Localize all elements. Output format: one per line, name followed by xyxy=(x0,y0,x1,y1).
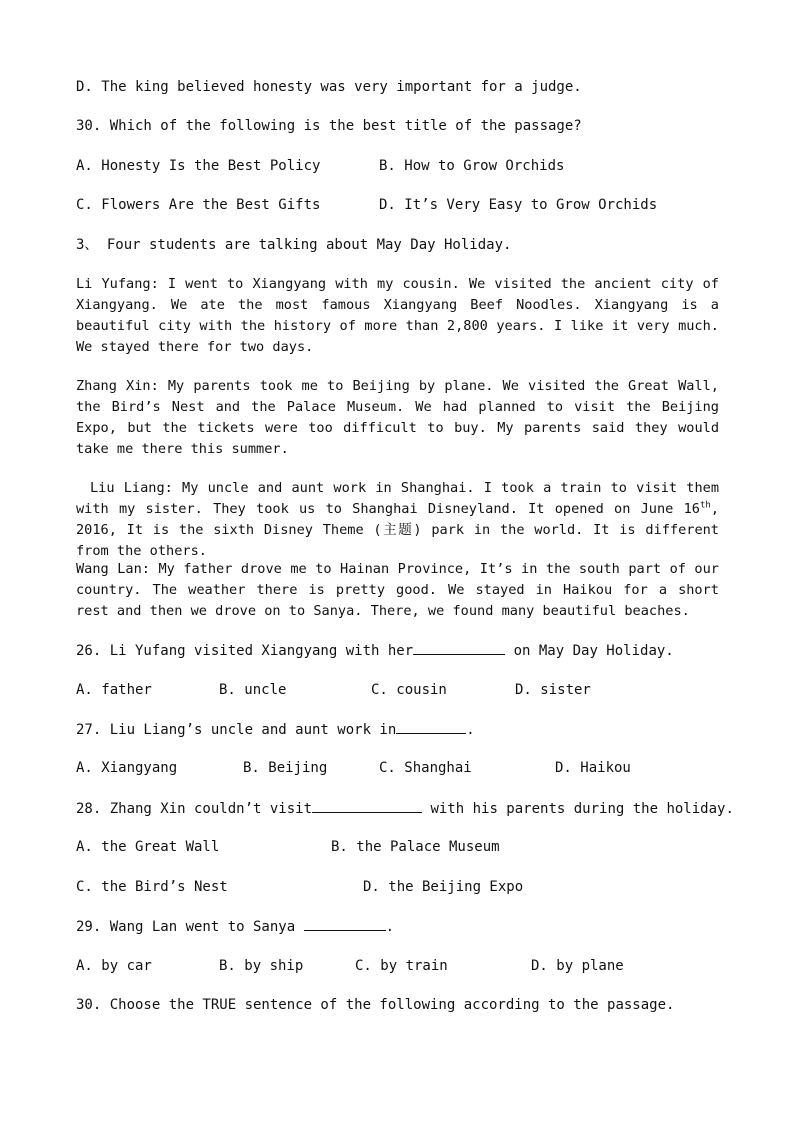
q29-option-a: A. by car xyxy=(76,958,152,974)
passage-liu-liang-sup: th xyxy=(699,500,711,511)
q27-option-c: C. Shanghai xyxy=(379,760,472,776)
passage-li-yufang: Li Yufang: I went to Xiangyang with my cousin. We visited the ancient city of Xiangyang. We ate the most famous Xiangyang Beef Noodles. Xiangyang is a beautiful city with the history of more than 2,800 years. I like it very much. We stayed there for two days. xyxy=(76,276,719,355)
question-28 xyxy=(76,798,734,819)
q28-option-d: D. the Beijing Expo xyxy=(363,879,524,895)
passage-liu-liang xyxy=(76,478,719,562)
passage-liu-liang-part2: , 2016, It is the sixth Disney Theme (主题) park in the world. It is different from the others. xyxy=(76,501,719,559)
q27-option-a: A. Xiangyang xyxy=(76,760,178,776)
q29-option-d: D. by plane xyxy=(531,958,624,974)
prev-q30-option-a: A. Honesty Is the Best Policy xyxy=(76,158,321,174)
q28-option-b: B. the Palace Museum xyxy=(331,839,500,855)
q29-option-b: B. by ship xyxy=(219,958,304,974)
q29-option-c: C. by train xyxy=(355,958,448,974)
answer-blank-28[interactable] xyxy=(312,798,422,813)
q26-option-b: B. uncle xyxy=(219,682,287,698)
question-27-text: 27. Liu Liang’s uncle and aunt work in xyxy=(76,722,397,738)
passage-wang-lan: Wang Lan: My father drove me to Hainan Province, It’s in the south part of our country. The weather there is pretty good. We stayed in Haikou for a short rest and then we drove on to Sanya. There, we found many beautiful beaches. xyxy=(76,561,719,619)
prev-q30-option-b: B. How to Grow Orchids xyxy=(379,158,565,174)
question-26 xyxy=(76,640,674,661)
question-26-text-end: on May Day Holiday. xyxy=(505,643,674,659)
q27-option-b: B. Beijing xyxy=(243,760,328,776)
prev-q30-option-d: D. It’s Very Easy to Grow Orchids xyxy=(379,197,658,213)
q27-option-d: D. Haikou xyxy=(555,760,631,776)
question-28-text-end: with his parents during the holiday. xyxy=(422,801,734,817)
answer-blank-29[interactable] xyxy=(304,916,386,931)
question-29-text: 29. Wang Lan went to Sanya xyxy=(76,919,304,935)
passage-liu-liang-part1: Liu Liang: My uncle and aunt work in Shanghai. I took a train to visit them with my sister. They took us to Shanghai Disneyland. It opened on June 16 xyxy=(76,480,719,517)
question-27 xyxy=(76,719,475,740)
prev-question-30: 30. Which of the following is the best title of the passage? xyxy=(76,118,582,134)
question-30: 30. Choose the TRUE sentence of the following according to the passage. xyxy=(76,997,675,1013)
question-26-text: 26. Li Yufang visited Xiangyang with her xyxy=(76,643,414,659)
answer-blank-27[interactable] xyxy=(396,719,466,734)
question-29-text-end: . xyxy=(385,919,395,935)
q26-option-a: A. father xyxy=(76,682,152,698)
prev-q30-option-c: C. Flowers Are the Best Gifts xyxy=(76,197,321,213)
passage-zhang-xin: Zhang Xin: My parents took me to Beijing by plane. We visited the Great Wall, the Bird’s Nest and the Palace Museum. We had planned to visit the Beijing Expo, but the tickets were too difficult to buy. My parents said they would take me there this summer. xyxy=(76,378,719,457)
q28-option-c: C. the Bird’s Nest xyxy=(76,879,228,895)
question-29 xyxy=(76,916,394,937)
q26-option-d: D. sister xyxy=(515,682,591,698)
prev-option-d: D. The king believed honesty was very important for a judge. xyxy=(76,79,582,95)
question-28-text: 28. Zhang Xin couldn’t visit xyxy=(76,801,313,817)
q26-option-c: C. cousin xyxy=(371,682,447,698)
question-27-text-end: . xyxy=(466,722,475,738)
q28-option-a: A. the Great Wall xyxy=(76,839,220,855)
answer-blank-26[interactable] xyxy=(413,640,505,655)
section-3-heading: 3、 Four students are talking about May Day Holiday. xyxy=(76,237,512,253)
